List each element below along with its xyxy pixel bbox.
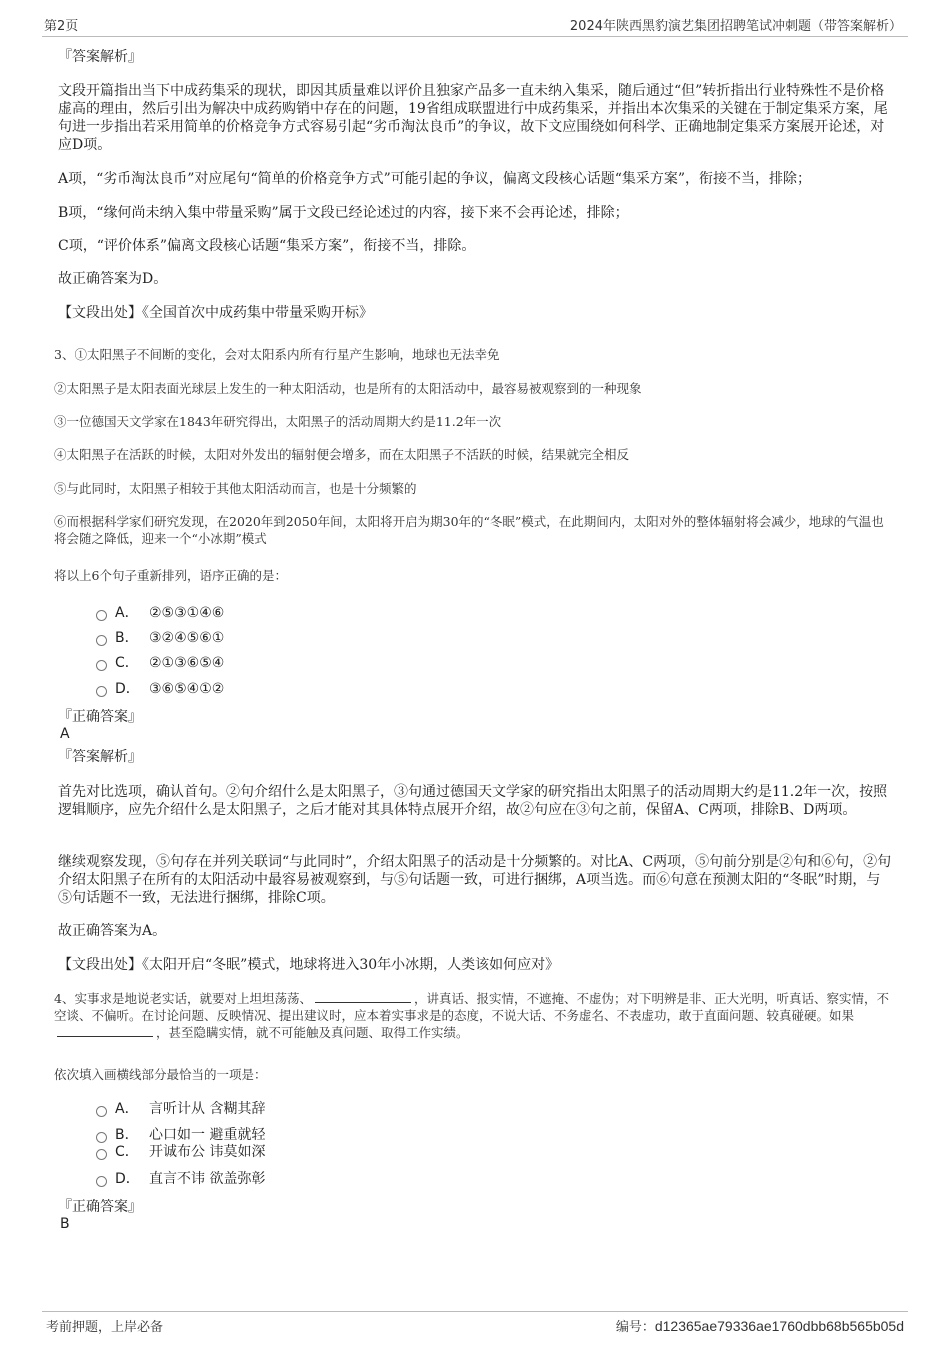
q2-analysis-para1: 文段开篇指出当下中成药集采的现状，即因其质量难以评价且独家产品多一直未纳入集采，随后通过“但”转折指出行业特殊性不是价格虚高的理由，然后引出为解决中成药购销中存在的问题，19省组成联盟进行中成药集采，并指出本次集采的关键在于制定集采方案，尾句进一步指出若采用简单的价格竞争方式容易引起“劣币淘汰良币”的争议，故下文应围绕如何科学、正确地制定集采方案展开论述，对应D项。 (58, 83, 888, 153)
radio-icon[interactable] (96, 610, 107, 621)
q3-answer-label: 『正确答案』 (58, 709, 142, 725)
q4-prompt: 依次填入画横线部分最恰当的一项是： (54, 1067, 267, 1082)
radio-icon[interactable] (96, 660, 107, 671)
page-number: 第2页 (44, 19, 79, 34)
q4-answer-label: 『正确答案』 (58, 1199, 142, 1215)
q3-sentence-2: ②太阳黑子是太阳表面光球层上发生的一种太阳活动，也是所有的太阳活动中，最容易被观察到的一种现象 (54, 381, 642, 396)
q4-option-b[interactable]: B． 心口如一 避重就轻 (96, 1126, 265, 1144)
q4-option-d[interactable]: D． 直言不讳 欲盖弥彰 (96, 1170, 265, 1188)
q3-option-a[interactable]: A． ②⑤③①④⑥ (96, 604, 224, 622)
q2-source: 【文段出处】《全国首次中成药集中带量采购开标》 (58, 305, 373, 321)
q3-analysis-para1: 首先对比选项，确认首句。②句介绍什么是太阳黑子，③句通过德国天文学家的研究指出太阳黑子的活动周期大约是11.2年一次，按照逻辑顺序，应先介绍什么是太阳黑子，之后才能对其具体特点展开介绍，故②句应在③句之前，保留A、C两项，排除B、D两项。 (58, 784, 888, 818)
q3-option-c[interactable]: C． ②①③⑥⑤④ (96, 654, 224, 672)
footer-slogan: 考前押题，上岸必备 (46, 1320, 164, 1335)
document-title: 2024年陕西黑豹演艺集团招聘笔试冲刺题（带答案解析） (569, 19, 902, 34)
q4-blank-1[interactable] (315, 990, 411, 1003)
q3-option-b[interactable]: B． ③②④⑤⑥① (96, 629, 224, 647)
q3-sentence-3: ③一位德国天文学家在1843年研究得出，太阳黑子的活动周期大约是11.2年一次 (54, 414, 502, 429)
q3-sentence-6: ⑥而根据科学家们研究发现，在2020年到2050年间，太阳将开启为期30年的“冬眠”模式，在此期间内，太阳对外的整体辐射将会减少，地球的气温也将会随之降低，迎来一个“小冰期”模式 (54, 514, 884, 546)
q3-sentence-4: ④太阳黑子在活跃的时候，太阳对外发出的辐射便会增多，而在太阳黑子不活跃的时候，结果就完全相反 (54, 447, 630, 462)
q3-prompt: 将以上6个句子重新排列，语序正确的是： (54, 568, 287, 583)
q4-option-c[interactable]: C． 开诚布公 讳莫如深 (96, 1143, 265, 1161)
q3-analysis-label: 『答案解析』 (58, 749, 142, 765)
footer-code: 编号：d12365ae79336ae1760dbb68b565b05d (615, 1318, 904, 1335)
radio-icon[interactable] (96, 1149, 107, 1160)
q2-analysis-option-c: C项，“评价体系”偏离文段核心话题“集采方案”，衔接不当，排除。 (58, 238, 476, 254)
q3-source: 【文段出处】《太阳开启“冬眠”模式，地球将进入30年小冰期，人类该如何应对》 (58, 957, 560, 973)
page-footer (42, 1311, 908, 1335)
q4-answer: B (60, 1216, 70, 1232)
q3-sentence-1: 3、①太阳黑子不间断的变化，会对太阳系内所有行星产生影响，地球也无法幸免 (54, 347, 500, 362)
q2-analysis-option-a: A项，“劣币淘汰良币”对应尾句“简单的价格竞争方式”可能引起的争议，偏离文段核心话题“集采方案”，衔接不当，排除； (58, 171, 812, 187)
q3-option-d[interactable]: D． ③⑥⑤④①② (96, 680, 224, 698)
q3-conclusion: 故正确答案为A。 (58, 923, 167, 939)
q3-answer: A (60, 726, 70, 742)
q4-option-a[interactable]: A． 言听计从 含糊其辞 (96, 1100, 265, 1118)
radio-icon[interactable] (96, 686, 107, 697)
radio-icon[interactable] (96, 1106, 107, 1117)
q4-question: 4、实事求是地说老实话，就要对上坦坦荡荡、 ，讲真话、报实情，不遮掩、不虚伪；对下明辨是非、正大光明，听真话、察实情，不空谈、不偏听。在讨论问题、反映情况、提出建议时，应本着实事求是的态度，不说大话、不务虚名、不表虚功，敢于直面问题、较真碰硬。如果，甚至隐瞒实情，就不可能触及真问题、取得工作实绩。 (54, 991, 889, 1040)
q4-blank-2[interactable] (57, 1024, 153, 1037)
page-header (42, 14, 908, 37)
q2-analysis-label: 『答案解析』 (58, 49, 142, 65)
radio-icon[interactable] (96, 635, 107, 646)
radio-icon[interactable] (96, 1176, 107, 1187)
q2-conclusion: 故正确答案为D。 (58, 271, 168, 287)
q3-sentence-5: ⑤与此同时，太阳黑子相较于其他太阳活动而言，也是十分频繁的 (54, 481, 417, 496)
radio-icon[interactable] (96, 1132, 107, 1143)
q3-analysis-para2: 继续观察发现，⑤句存在并列关联词“与此同时”，介绍太阳黑子的活动是十分频繁的。对比A、C两项，⑤句前分别是②句和⑥句，②句介绍太阳黑子在所有的太阳活动中最容易被观察到，与⑤句话题一致，可进行捆绑，A项当选。而⑥句意在预测太阳的“冬眠”时期，与⑤句话题不一致，无法进行捆绑，排除C项。 (58, 854, 892, 906)
q2-analysis-option-b: B项，“缘何尚未纳入集中带量采购”属于文段已经论述过的内容，接下来不会再论述，排除； (58, 205, 629, 221)
